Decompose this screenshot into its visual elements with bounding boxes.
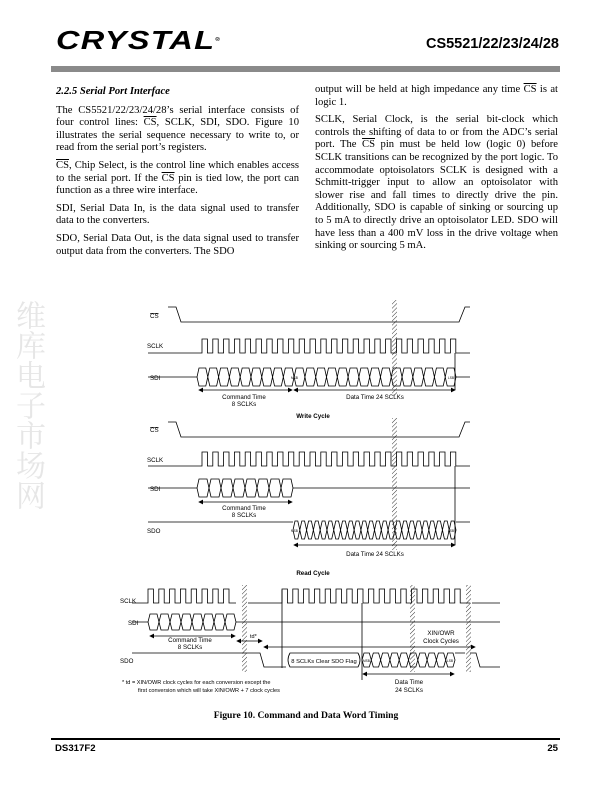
lsb-label: LSB <box>447 659 454 663</box>
sclk-label: SCLK <box>120 598 137 605</box>
section-heading: 2.2.5 Serial Port Interface <box>56 86 170 97</box>
paragraph: SDO, Serial Data Out, is the data signal used to transfer output data from the converters. The SDO <box>56 232 299 257</box>
text: SCLK, Serial Clock, is the serial bit-clock which controls the shifting of data to or from the ADC’s serial port. The <box>315 114 558 151</box>
time-break <box>242 585 247 672</box>
sdi-label: SDI <box>150 486 161 493</box>
cs-label: CS <box>150 313 159 320</box>
cs-signal: $\overline{CS}$ <box>143 117 157 129</box>
page-number: 25 <box>547 743 558 754</box>
document-id: DS317F2 <box>55 743 96 754</box>
clear-sdo-label: 8 SCLKs Clear SDO Flag <box>291 659 357 665</box>
footnote-line-1: * td = XIN/OWR clock cycles for each conversion except the <box>122 680 271 686</box>
cs-waveform <box>168 307 470 322</box>
msb-label: MSB <box>291 529 298 533</box>
sdo-label: SDO <box>120 658 134 665</box>
cs-signal: $\overline{CS}$ <box>523 84 537 95</box>
sclk-waveform <box>132 589 236 603</box>
command-time-label: Command Time <box>168 637 212 644</box>
lsb-label: LSB <box>448 529 455 533</box>
data-time-label: Data Time <box>394 679 424 686</box>
sclk-waveform <box>248 589 470 603</box>
time-break <box>410 585 415 672</box>
watermark: 维库电子市场网 <box>10 300 45 510</box>
text: pin must be held low (logic 0) before SCLK transitions can be recognized by the port logic. To accommodate optoisolators SCLK is designed with a Schmitt-trigger input to allow an optoisolator with slower rise and fall times to directly drive the pin. Additionally, SDO is capable of sinking or sourcing up to 5 mA to directly drive an optoisolator LED. SDO will have less than a 400 mV loss in the drive voltage when sinking or sourcing 5 mA. <box>315 139 558 252</box>
time-break <box>466 585 471 672</box>
sclk-waveform <box>148 452 470 466</box>
data-time-label: Data Time 24 SCLKs <box>346 551 404 558</box>
text: pin is tied low, the port can function as a three wire interface. <box>56 172 299 197</box>
sdi-label: SDI <box>128 620 139 627</box>
marker-line <box>282 590 362 680</box>
sdi-label: SDI <box>150 375 161 382</box>
msb-label: MSB <box>291 376 298 380</box>
footnote-line-2: first conversion which will take XIN/OWR + 7 clock cycles <box>138 688 280 694</box>
crystal-logo: CRYSTAL® <box>56 25 222 55</box>
cs-label: CS <box>150 427 159 434</box>
paragraph: SDI, Serial Data In, is the data signal used to transfer data to the converters. <box>56 202 299 227</box>
sdo-data-bus <box>362 653 455 667</box>
sdo-data-bus <box>293 521 456 539</box>
time-break <box>392 418 397 550</box>
text: , SCLK, SDI, SDO. Figure 10 illustrates the serial sequence necessary to write to, or read from the serial port’s registers. <box>56 117 299 154</box>
write-cycle-title: Write Cycle <box>296 413 330 420</box>
figure-caption: Figure 10. Command and Data Word Timing <box>213 710 399 721</box>
clock-cycles-label: Clock Cycles <box>423 638 459 645</box>
sclk-waveform <box>148 339 470 353</box>
sdo-label: SDO <box>147 528 161 535</box>
sclk-label: SCLK <box>147 457 164 464</box>
command-time-label: Command Time <box>222 505 266 512</box>
sclk-label: SCLK <box>147 343 164 350</box>
msb-label: MSB <box>363 659 370 663</box>
sdi-data-bus <box>148 614 236 630</box>
text: , Chip Select, is the control line which enables access to the serial port. If the <box>56 159 299 184</box>
cs-waveform <box>168 422 470 437</box>
sdi-data-bus <box>197 368 456 386</box>
text: The CS5521/22/23/24/28’s serial interface consists of four control lines: <box>56 104 299 129</box>
sdi-data-bus <box>197 479 293 497</box>
cs-signal: $\overline{CS}$ <box>56 159 69 171</box>
cs-signal: $\overline{CS}$ <box>362 139 375 151</box>
data-time-label: Data Time 24 SCLKs <box>346 394 404 401</box>
xin-owr-label: XIN/OWR <box>427 630 455 637</box>
logo-text: CRYSTAL <box>56 25 216 55</box>
lsb-label: LSB <box>448 376 455 380</box>
document-title: CS5521/22/23/24/28 <box>425 36 559 52</box>
command-time-label: Command Time <box>222 394 266 401</box>
command-sclks-label: 8 SCLKs <box>177 644 203 651</box>
text: is at logic 1. <box>315 84 558 108</box>
footer-rule <box>51 738 560 740</box>
time-break <box>392 300 397 396</box>
td-label: td* <box>250 634 257 640</box>
command-sclks-label: 8 SCLKs <box>231 401 257 408</box>
cs-signal: $\overline{CS}$ <box>161 172 175 184</box>
read-cycle-title: Read Cycle <box>296 570 330 577</box>
data-sclks-label: 24 SCLKs <box>395 687 423 694</box>
text: output will be held at high impedance any time <box>315 84 524 95</box>
command-sclks-label: 8 SCLKs <box>231 512 257 519</box>
